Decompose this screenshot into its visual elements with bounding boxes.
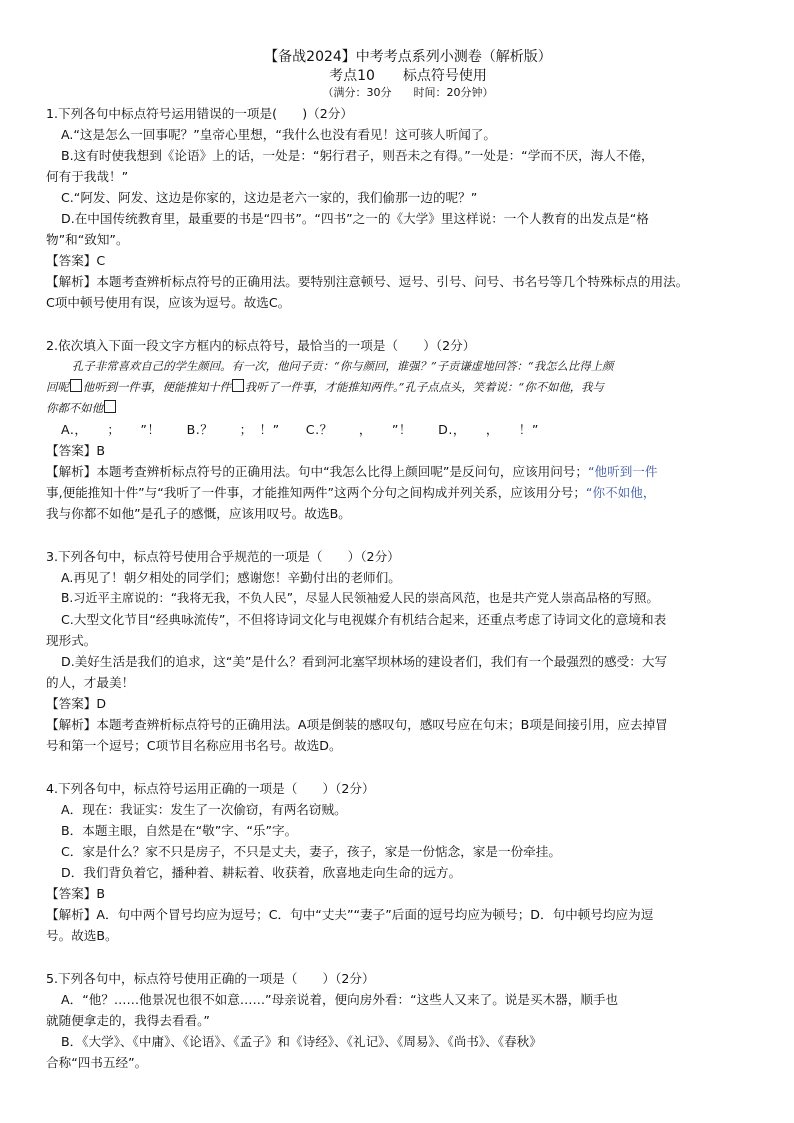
- question-4-option-c: C．家是什么？家不只是房子，不只是丈夫，妻子，孩子，家是一份惦念，家是一份牵挂。: [61, 844, 561, 859]
- analysis-tag: 【解析】: [46, 464, 97, 479]
- document-subtitle: 考点10 标点符号使用: [329, 68, 487, 84]
- question-1-option-b: B.这有时使我想到《论语》上的话，一处是：“躬行君子，则吾未之有得。”一处是：“学而不厌，海人不倦，: [61, 148, 654, 163]
- question-5-stem: 5.下列各句中，标点符号使用正确的一项是（ ）（2分）: [46, 971, 375, 986]
- question-3: [46, 546, 752, 756]
- question-3-option-d-cont: 的人，才最美！: [46, 675, 135, 690]
- question-4-analysis-cont: 号。故选B。: [46, 928, 118, 943]
- passage-text: 他听到一件事，便能推知十件: [82, 380, 231, 394]
- question-5-option-b-cont: 合称“四书五经”。: [46, 1055, 148, 1070]
- analysis-tag: 【解析】: [46, 717, 97, 732]
- answer-value: B: [96, 886, 106, 901]
- question-4-option-b: B．本题主眼，自然是在“敬”字、“乐”字。: [61, 823, 298, 838]
- question-2-analysis-cont-1: [46, 482, 752, 503]
- question-3-analysis: [46, 714, 752, 735]
- question-3-stem: 3.下列各句中，标点符号使用合乎规范的一项是（ ）（2分）: [46, 549, 400, 564]
- question-5: [46, 968, 752, 1073]
- question-1-answer: [46, 250, 752, 271]
- passage-text: 回呢: [46, 380, 69, 394]
- question-2-passage-line-3: [46, 398, 752, 419]
- question-3-option-d: D.美好生活是我们的追求，这“美”是什么？看到河北塞罕坝林场的建设者们，我们有一个最强烈的感受：大写: [61, 654, 668, 669]
- question-4-option-d: D．我们背负着它，播种着、耕耘着、收获着，欣喜地走向生命的远方。: [61, 865, 462, 880]
- analysis-text: 本题考查辨析标点符号的正确用法。句中“我怎么比得上颜回呢”是反问句，应该用问号；: [96, 464, 588, 479]
- analysis-text: A．句中两个冒号均应为逗号；C．句中“丈夫”“妻子”后面的逗号均应为顿号；D．句中顿号均应为逗: [96, 907, 654, 922]
- question-4-answer: [46, 883, 752, 904]
- exam-meta: （满分：30分 时间：20分钟）: [322, 86, 494, 99]
- blank-box: [70, 379, 82, 392]
- passage-text: 你都不如他: [46, 401, 103, 415]
- question-1-option-d: D.在中国传统教育里，最重要的书是“四书”。“四书”之一的《大学》里这样说：一个人教育的出发点是“格: [61, 211, 649, 226]
- question-2-passage-line-1: 孔子非常喜欢自己的学生颜回。有一次，他问子贡：“你与颜回，谁强？”子贡谦虚地回答：“我怎么比得上颜: [72, 359, 614, 373]
- answer-tag: 【答案】: [46, 443, 97, 458]
- question-4-option-a: A．现在：我证实：发生了一次偷窃，有两名窃贼。: [61, 802, 347, 817]
- question-2: [46, 335, 752, 524]
- document-page: [46, 48, 752, 1073]
- answer-value: B: [96, 443, 106, 458]
- question-3-option-c-cont: 现形式。: [46, 633, 97, 648]
- analysis-text: 本题考查辨析标点符号的正确用法。A项是倒装的感叹句，感叹号应在句末；B项是间接引用，应去掉冒: [96, 717, 668, 732]
- passage-text: 我听了一件事，才能推知两件。”孔子点点头，笑着说：“你不如他，我与: [244, 380, 604, 394]
- answer-tag: 【答案】: [46, 886, 97, 901]
- question-1-option-d-cont: 物”和“致知”。: [46, 232, 129, 247]
- question-4-analysis: [46, 904, 752, 925]
- analysis-tag: 【解析】: [46, 274, 97, 289]
- question-1-option-c: C.“阿发、阿发、这边是你家的，这边是老六一家的，我们偷那一边的呢？”: [61, 190, 478, 205]
- answer-value: D: [96, 696, 107, 711]
- question-1-stem: 1.下列各句中标点符号运用错误的一项是( )（2分）: [46, 106, 353, 121]
- analysis-tag: 【解析】: [46, 907, 97, 922]
- question-5-option-a: A．“他？……他景况也很不如意……”母亲说着，便向房外看：“这些人又来了。说是买木器，顺手也: [61, 992, 619, 1007]
- question-5-option-b: B．《大学》、《中庸》、《论语》、《孟子》和《诗经》、《礼记》、《周易》、《尚书》、《春秋》: [61, 1034, 542, 1049]
- question-4: [46, 778, 752, 946]
- document-title: 【备战2024】中考考点系列小测卷（解析版）: [264, 49, 552, 65]
- question-2-passage-line-2: [46, 377, 752, 398]
- answer-tag: 【答案】: [46, 253, 97, 268]
- analysis-text: 事,便能推知十件”与“我听了一件事，才能推知两件”这两个分句之间构成并列关系，应该用分号；: [46, 485, 586, 500]
- answer-value: C: [96, 253, 106, 268]
- question-2-stem: 2.依次填入下面一段文字方框内的标点符号，最恰当的一项是（ ）（2分）: [46, 338, 476, 353]
- analysis-quote: “你不如他，: [585, 485, 656, 500]
- question-2-answer: [46, 440, 752, 461]
- question-3-option-a: A.再见了！朝夕相处的同学们；感谢您！辛勤付出的老师们。: [61, 570, 401, 585]
- question-1-analysis: [46, 271, 752, 292]
- question-3-analysis-cont: 号和第一个逗号；C项节目名称应用书名号。故选D。: [46, 738, 342, 753]
- analysis-quote: “他听到一件: [588, 464, 658, 479]
- question-5-option-a-cont: 就随便拿走的，我得去看看。”: [46, 1013, 210, 1028]
- question-1-option-a: A.“这是怎么一回事呢？”皇帝心里想，“我什么也没有看见！这可骇人听闻了。: [61, 127, 496, 142]
- question-2-analysis: [46, 461, 752, 482]
- question-2-analysis-cont-2: 我与你都不如他”是孔子的感慨，应该用叹号。故选B。: [46, 506, 351, 521]
- question-1-analysis-cont: C项中顿号使用有误，应该为逗号。故选C。: [46, 295, 291, 310]
- blank-box: [232, 379, 244, 392]
- blank-box: [104, 400, 116, 413]
- question-1: [46, 103, 752, 313]
- question-2-choices: A.， ； ”！ B.？ ； ！” C.？ ， ”！ D.， ， ！”: [61, 422, 539, 437]
- analysis-text: 本题考查辨析标点符号的正确用法。要特别注意顿号、逗号、引号、问号、书名号等几个特殊标点的用法。: [96, 274, 689, 289]
- answer-tag: 【答案】: [46, 696, 97, 711]
- question-3-option-c: C.大型文化节目“经典咏流传”，不但将诗词文化与电视媒介有机结合起来，还重点考虑了诗词文化的意境和表: [61, 612, 667, 627]
- question-4-stem: 4.下列各句中，标点符号运用正确的一项是（ ）（2分）: [46, 781, 375, 796]
- question-1-option-b-cont: 何有于我哉！”: [46, 169, 129, 184]
- question-3-answer: [46, 693, 752, 714]
- question-3-option-b: B.习近平主席说的：“我将无我，不负人民”，尽显人民领袖爱人民的崇高风范，也是共产党人崇高品格的写照。: [61, 591, 659, 605]
